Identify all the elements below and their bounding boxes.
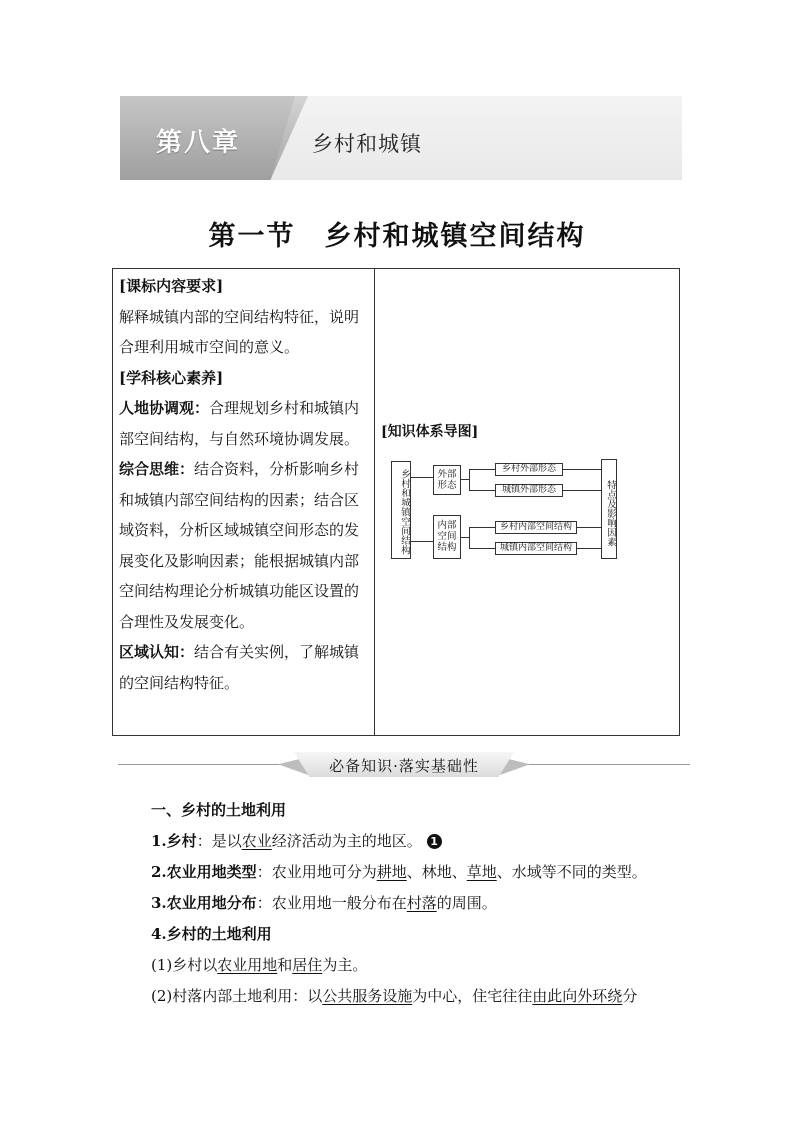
item-label: 乡村 bbox=[166, 832, 197, 850]
item-number: (1) bbox=[151, 956, 173, 974]
connector-line bbox=[411, 541, 433, 542]
literacy-item bbox=[119, 393, 371, 454]
underlined-term: 居住 bbox=[292, 956, 323, 974]
connector-line bbox=[577, 527, 601, 528]
item-text: 、水域等不同的类型。 bbox=[496, 863, 647, 881]
item-text: 和 bbox=[277, 956, 293, 974]
item-text: 的周围。 bbox=[436, 894, 497, 912]
item-text: 为中心，住宅往往 bbox=[412, 987, 533, 1005]
mindmap-root: 乡村和城镇空间结构 bbox=[391, 461, 411, 559]
item-label: 农业用地分布 bbox=[166, 894, 257, 912]
underlined-term: 草地 bbox=[466, 863, 497, 881]
item-number: 3. bbox=[151, 894, 167, 912]
list-item bbox=[151, 826, 691, 857]
connector-line bbox=[461, 537, 469, 538]
connector-line bbox=[469, 490, 495, 491]
note-marker-icon[interactable]: 1 bbox=[427, 834, 442, 849]
mindmap-item: 乡村内部空间结构 bbox=[495, 521, 577, 534]
literacy-text: 结合资料，分析影响乡村和城镇内部空间结构的因素；结合区域资料，分析区域城镇空间形态的发展变化及影响因素；能根据城镇内部空间结构理论分析城镇功能区设置的合理性及发展变化。 bbox=[119, 460, 360, 631]
item-text: 村落内部土地利用：以 bbox=[172, 987, 323, 1005]
mindmap-item: 城镇内部空间结构 bbox=[495, 542, 577, 555]
item-number: 1. bbox=[151, 832, 167, 850]
heading-land-use: 一、乡村的土地利用 bbox=[151, 801, 287, 819]
underlined-term: 村落 bbox=[406, 894, 437, 912]
mindmap-heading: [知识体系导图] bbox=[381, 424, 479, 440]
connector-line bbox=[469, 548, 495, 549]
item-text: 为主。 bbox=[322, 956, 368, 974]
literacy-text: 合理规划乡村和城镇内部空间结构，与自然环境协调发展。 bbox=[119, 399, 360, 448]
underlined-term: 耕地 bbox=[376, 863, 407, 881]
underlined-term: 农业 bbox=[241, 832, 272, 850]
divider-rule bbox=[510, 764, 690, 765]
underlined-term: 由此向外环绕 bbox=[532, 987, 623, 1005]
underlined-term: 公共服务设施 bbox=[322, 987, 413, 1005]
item-text: 分 bbox=[622, 987, 638, 1005]
sub-item bbox=[151, 950, 691, 981]
sub-item bbox=[151, 981, 691, 1012]
connector-line bbox=[577, 548, 601, 549]
mindmap-item: 城镇外部形态 bbox=[495, 484, 563, 497]
item-text: ：农业用地可分为 bbox=[256, 863, 377, 881]
core-literacy-heading: [学科核心素养] bbox=[119, 368, 224, 387]
knowledge-bar-label: 必备知识·落实基础性 bbox=[329, 757, 479, 775]
connector-line bbox=[461, 479, 469, 480]
list-item bbox=[151, 919, 691, 950]
literacy-label: 人地协调观： bbox=[119, 399, 210, 417]
section-divider-bar bbox=[118, 752, 690, 778]
chapter-title: 乡村和城镇 bbox=[312, 132, 422, 156]
item-label: 乡村的土地利用 bbox=[166, 925, 272, 943]
section-title: 第一节 乡村和城镇空间结构 bbox=[208, 221, 586, 252]
chapter-number: 第八章 bbox=[156, 128, 241, 158]
literacy-label: 综合思维： bbox=[119, 460, 195, 478]
item-text: 乡村以 bbox=[172, 956, 218, 974]
literacy-item bbox=[119, 637, 371, 698]
literacy-text: 结合有关实例，了解城镇的空间结构特征。 bbox=[119, 643, 360, 692]
list-item bbox=[151, 857, 691, 888]
mindmap-result: 特点及影响因素 bbox=[601, 459, 617, 559]
item-text: ：农业用地一般分布在 bbox=[256, 894, 407, 912]
mindmap-group-internal: 内部空间结构 bbox=[433, 515, 461, 559]
course-requirements-text: 解释城镇内部的空间结构特征，说明合理利用城市空间的意义。 bbox=[119, 307, 360, 356]
requirements-table bbox=[112, 268, 680, 736]
item-text: 经济活动为主的地区。 bbox=[271, 832, 422, 850]
underlined-term: 农业用地 bbox=[217, 956, 278, 974]
mindmap-item: 乡村外部形态 bbox=[495, 463, 563, 476]
connector-line bbox=[469, 527, 470, 549]
body-content bbox=[151, 795, 691, 1012]
item-text: ：是以 bbox=[196, 832, 242, 850]
divider-rule bbox=[118, 764, 298, 765]
item-number: 4. bbox=[151, 925, 167, 943]
course-requirements-heading: [课标内容要求] bbox=[119, 277, 224, 295]
list-item bbox=[151, 888, 691, 919]
connector-line bbox=[469, 469, 495, 470]
literacy-label: 区域认知： bbox=[119, 643, 195, 661]
connector-line bbox=[563, 469, 601, 470]
table-divider bbox=[374, 269, 375, 735]
connector-line bbox=[469, 469, 470, 491]
requirements-cell bbox=[119, 271, 371, 698]
connector-line bbox=[411, 477, 433, 478]
item-text: 、林地、 bbox=[406, 863, 467, 881]
mindmap-group-external: 外部形态 bbox=[433, 465, 461, 495]
item-number: 2. bbox=[151, 863, 167, 881]
item-label: 农业用地类型 bbox=[166, 863, 257, 881]
connector-line bbox=[563, 490, 601, 491]
item-number: (2) bbox=[151, 987, 173, 1005]
literacy-item bbox=[119, 454, 371, 637]
chapter-banner bbox=[120, 96, 682, 180]
connector-line bbox=[469, 527, 495, 528]
